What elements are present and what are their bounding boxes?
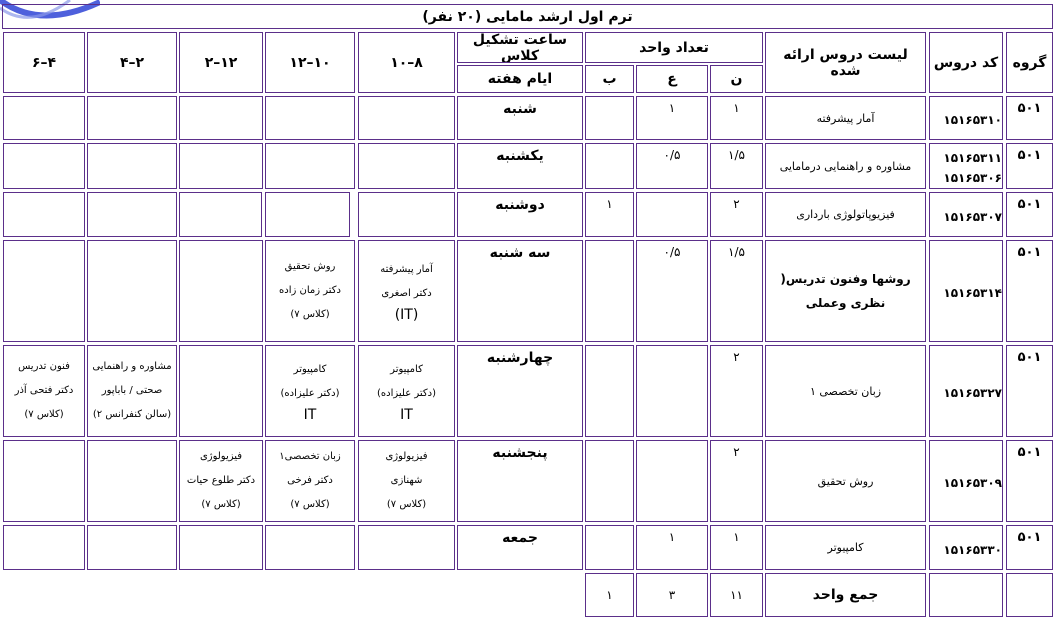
session-line: (IT): [394, 307, 419, 323]
unit-b-cell: [585, 96, 634, 140]
header-unit-a: [636, 65, 708, 93]
unit-value: ۲: [733, 445, 740, 459]
course-name: روشها وفنون تدریس( نظری وعملی: [780, 272, 911, 310]
unit-a-cell: [636, 143, 708, 189]
session-cell: [3, 240, 85, 342]
header-slot-5: [3, 32, 85, 93]
course-code-cell: [929, 192, 1003, 237]
weekday-cell: [457, 96, 583, 140]
header-label: ب: [602, 71, 617, 87]
unit-b-cell: [585, 240, 634, 342]
group-value: ۵۰۱: [1017, 245, 1042, 260]
unit-n-cell: [710, 440, 763, 522]
group-value: ۵۰۱: [1017, 197, 1042, 212]
group-cell: [1006, 440, 1053, 522]
group-cell: [1006, 192, 1053, 237]
group-value: ۵۰۱: [1017, 101, 1042, 116]
session-line: دکتر طلوع حیات: [186, 475, 256, 486]
session-line: (دکتر علیزاده): [280, 388, 340, 399]
course-code: ۱۵۱۶۵۳۰۷: [943, 209, 1002, 224]
session-cell: [3, 192, 85, 237]
course-name-cell: [765, 143, 926, 189]
session-cell: [179, 440, 263, 522]
header-label: ایام هفته: [487, 71, 553, 87]
session-cell: [265, 345, 355, 437]
total-label: جمع واحد: [812, 587, 879, 603]
unit-value: ۱/۵: [728, 245, 745, 259]
course-name: کامپیوتر: [827, 541, 864, 554]
session-cell: [3, 525, 85, 570]
unit-value: ۲: [733, 350, 740, 364]
group-value: ۵۰۱: [1017, 445, 1042, 460]
session-cell: [87, 143, 177, 189]
header-label: ۱۲–۲: [204, 54, 238, 71]
total-n-cell: [710, 573, 763, 617]
total-a-cell: [636, 573, 708, 617]
header-label: کد دروس: [933, 54, 999, 71]
header-slot-4: [87, 32, 177, 93]
header-label: لیست دروس ارائه شده: [783, 46, 908, 79]
session-line: (سالن کنفرانس ۲): [92, 409, 172, 420]
session-line: شهنازی: [390, 475, 423, 486]
session-cell: [87, 525, 177, 570]
session-line: صحتی / باباپور: [101, 385, 163, 396]
unit-a-cell: [636, 192, 708, 237]
header-label: گروه: [1012, 54, 1047, 71]
total-empty-cell: [1006, 573, 1053, 617]
unit-value: ۲: [733, 197, 740, 211]
course-code: ۱۵۱۶۵۳۱۰: [943, 113, 1002, 127]
header-course-code: [929, 32, 1003, 93]
unit-value: ۱: [668, 101, 676, 115]
header-unit-b: [585, 65, 634, 93]
unit-value: ۰/۵: [663, 148, 681, 162]
unit-value: ۱: [733, 530, 740, 544]
course-code: ۱۵۱۶۵۳۰۹: [943, 476, 1002, 490]
session-cell: [358, 143, 455, 189]
session-cell: [87, 192, 177, 237]
unit-n-cell: [710, 240, 763, 342]
header-label: ساعت تشکیل کلاس: [472, 32, 568, 63]
group-cell: [1006, 525, 1053, 570]
course-name-cell: [765, 240, 926, 342]
course-code: ۱۵۱۶۵۳۱۱: [943, 151, 1002, 165]
session-line: (کلاس ۷): [386, 499, 427, 510]
course-name: زبان تخصصی ۱: [809, 384, 882, 398]
course-code-cell: [929, 525, 1003, 570]
session-line: کامپیوتر: [390, 364, 423, 375]
unit-n-cell: [710, 525, 763, 570]
session-cell: [265, 440, 355, 522]
session-line: فیزیولوژی: [199, 451, 243, 462]
header-label: ۴–۶: [31, 54, 57, 71]
course-name: مشاوره و راهنمایی درمامایی: [779, 159, 912, 173]
weekday-name: جمعه: [502, 530, 538, 546]
unit-a-cell: [636, 96, 708, 140]
course-name-cell: [765, 96, 926, 140]
session-line: روش تحقیق: [284, 261, 336, 272]
course-code-cell: [929, 345, 1003, 437]
session-line: کامپیوتر: [293, 364, 327, 375]
group-cell: [1006, 96, 1053, 140]
session-line: زبان تخصصی۱: [279, 451, 341, 462]
session-cell: [265, 96, 355, 140]
header-units: [585, 32, 763, 63]
session-line: (کلاس ۷): [290, 309, 330, 320]
session-line: (دکتر علیزاده): [377, 388, 437, 399]
session-cell: [358, 240, 455, 342]
session-line: فنون تدریس: [18, 361, 70, 372]
unit-a-cell: [636, 240, 708, 342]
session-line: مشاوره و راهنمایی: [92, 361, 172, 372]
unit-b-cell: [585, 192, 634, 237]
session-line: دکتر زمان زاده: [279, 285, 341, 296]
session-cell: [358, 525, 455, 570]
session-cell: [265, 525, 355, 570]
session-cell: [3, 96, 85, 140]
session-cell: [358, 96, 455, 140]
course-code-cell: [929, 96, 1003, 140]
header-label: ۸–۱۰: [390, 54, 423, 71]
session-cell: [358, 345, 455, 437]
course-name: فیزیوپاتولوژی بارداری: [796, 208, 895, 221]
course-code-cell: [929, 143, 1003, 189]
weekday-name: پنجشنبه: [492, 445, 548, 461]
course-name-cell: [765, 440, 926, 522]
header-unit-n: [710, 65, 763, 93]
session-cell: [179, 525, 263, 570]
course-name: روش تحقیق: [817, 474, 874, 488]
total-label-cell: [765, 573, 926, 617]
session-cell: [3, 143, 85, 189]
weekday-name: یکشنبه: [496, 148, 544, 164]
session-cell: [179, 240, 263, 342]
unit-value: ۱: [733, 101, 740, 115]
course-name-cell: [765, 192, 926, 237]
session-line: (کلاس ۷): [201, 499, 241, 510]
weekday-cell: [457, 345, 583, 437]
total-value: ۳: [668, 588, 676, 602]
header-label: ن: [730, 71, 743, 87]
course-code: ۱۵۱۶۵۳۳۰: [943, 542, 1002, 557]
session-cell: [179, 192, 262, 237]
session-line: IT: [400, 407, 413, 423]
total-empty-cell: [929, 573, 1003, 617]
session-cell: [358, 192, 455, 237]
weekday-name: دوشنبه: [495, 197, 545, 213]
total-value: ۱: [606, 588, 613, 602]
course-code-cell: [929, 240, 1003, 342]
group-value: ۵۰۱: [1017, 350, 1042, 365]
weekday-name: شنبه: [503, 101, 537, 117]
unit-a-cell: [636, 525, 708, 570]
session-cell: [87, 96, 177, 140]
group-cell: [1006, 345, 1053, 437]
group-cell: [1006, 240, 1053, 342]
session-line: فیزیولوژی: [385, 451, 428, 462]
session-cell: [179, 96, 263, 140]
header-label: ۲–۴: [119, 54, 145, 71]
unit-n-cell: [710, 143, 763, 189]
unit-n-cell: [710, 192, 763, 237]
header-label: تعداد واحد: [639, 39, 709, 56]
weekday-name: سه شنبه: [489, 245, 551, 261]
unit-value: ۱/۵: [728, 148, 745, 162]
course-name-cell: [765, 525, 926, 570]
session-cell: [265, 143, 355, 189]
weekday-name: چهارشنبه: [486, 350, 554, 366]
session-line: (کلاس ۷): [290, 499, 330, 510]
session-cell: [358, 440, 455, 522]
unit-value: ۰/۵: [663, 245, 681, 259]
unit-b-cell: [585, 345, 634, 437]
session-line: دکتر اصغری: [381, 288, 432, 299]
weekday-cell: [457, 440, 583, 522]
unit-n-cell: [710, 96, 763, 140]
session-cell: [87, 345, 177, 437]
course-name-cell: [765, 345, 926, 437]
session-line: آمار پیشرفته: [380, 264, 433, 275]
header-label: ع: [667, 71, 677, 87]
total-b-cell: [585, 573, 634, 617]
unit-a-cell: [636, 345, 708, 437]
unit-b-cell: [585, 525, 634, 570]
course-name: آمار پیشرفته: [816, 111, 875, 125]
course-code: ۱۵۱۶۵۳۱۴: [943, 286, 1002, 300]
total-value: ۱۱: [730, 588, 743, 602]
session-cell: [87, 440, 177, 522]
unit-value: ۱: [606, 197, 613, 211]
session-cell: [179, 143, 263, 189]
header-label: ۱۰–۱۲: [289, 54, 331, 71]
header-group: [1006, 32, 1053, 93]
course-code-cell: [929, 440, 1003, 522]
group-value: ۵۰۱: [1017, 530, 1042, 545]
header-slot-2: [265, 32, 355, 93]
unit-b-cell: [585, 440, 634, 522]
session-line: (کلاس ۷): [24, 409, 64, 420]
unit-n-cell: [710, 345, 763, 437]
header-course-list: [765, 32, 926, 93]
weekday-cell: [457, 192, 583, 237]
session-line: IT: [303, 407, 317, 423]
course-code: ۱۵۱۶۵۳۰۶: [943, 171, 1002, 185]
session-cell: [179, 345, 263, 437]
header-slot-3: [179, 32, 263, 93]
header-class-time: [457, 32, 583, 63]
session-cell: [3, 440, 85, 522]
session-cell: [265, 240, 355, 342]
header-slot-1: [358, 32, 455, 93]
weekday-cell: [457, 143, 583, 189]
session-cell: [3, 345, 85, 437]
session-cell: [265, 192, 350, 237]
weekday-cell: [457, 525, 583, 570]
group-cell: [1006, 143, 1053, 189]
page-title: ترم اول ارشد مامایی (۲۰ نفر): [2, 4, 1053, 29]
session-line: دکتر فرخی: [287, 475, 333, 486]
unit-a-cell: [636, 440, 708, 522]
group-value: ۵۰۱: [1017, 148, 1042, 163]
unit-b-cell: [585, 143, 634, 189]
weekday-cell: [457, 240, 583, 342]
session-line: دکتر فتحی آذر: [14, 385, 74, 396]
course-code: ۱۵۱۶۵۳۲۷: [943, 386, 1002, 400]
session-cell: [87, 240, 177, 342]
unit-value: ۱: [668, 530, 676, 544]
header-weekdays: [457, 65, 583, 93]
